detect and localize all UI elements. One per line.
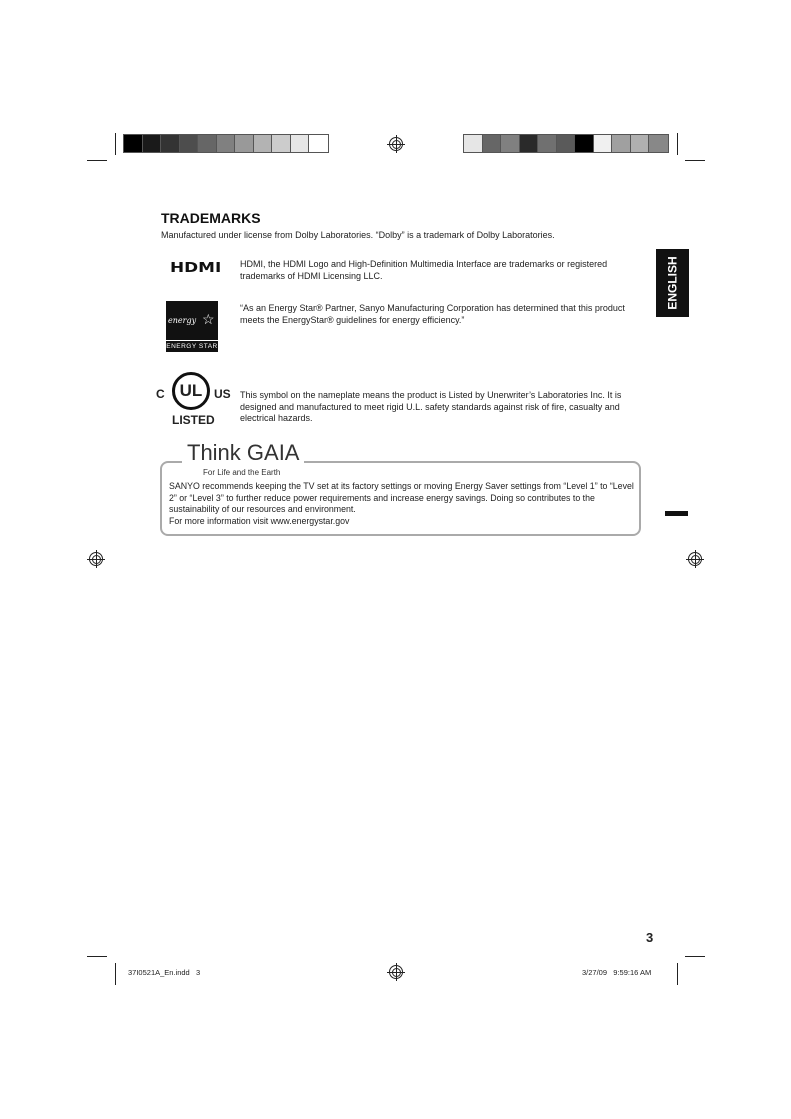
ul-text: This symbol on the nameplate means the product is Listed by Unerwriter’s Laboratories Inc. It is designed and manufactured to meet rigid U.L. safety standards against risk of fire, casualty and electrical hazards. [240, 390, 622, 423]
color-swatch [483, 135, 502, 152]
think-gaia-title: Think GAIA [182, 441, 304, 464]
color-swatch [464, 135, 483, 152]
crop-mark [87, 956, 107, 957]
crop-mark [677, 133, 678, 155]
ul-circle: UL [172, 372, 210, 410]
color-swatch [557, 135, 576, 152]
think-gaia-subtitle: For Life and the Earth [203, 468, 281, 477]
star-icon: ☆ [202, 311, 215, 327]
hdmi-text: HDMI, the HDMI Logo and High-Definition Multimedia Interface are trademarks or registered trademarks of HDMI Licensing LLC. [240, 259, 608, 281]
ul-listed-logo [156, 370, 232, 430]
color-swatch [612, 135, 631, 152]
gaia-body [169, 481, 634, 527]
gaia-body-text: SANYO recommends keeping the TV set at its factory settings or moving Energy Saver settings from “Level 1” to “Level 2” or “Level 3” to further reduce power requirements and increase energy savings. Doing so contributes to the sustainability of our resources and environment. [169, 481, 634, 514]
page-number: 3 [646, 930, 654, 945]
thumb-index-mark [665, 511, 688, 516]
dolby-notice: Manufactured under license from Dolby Laboratories. “Dolby” is a trademark of Dolby Laboratories. [161, 230, 555, 240]
color-swatch [161, 135, 180, 152]
energy-star-text: “As an Energy Star® Partner, Sanyo Manufacturing Corporation has determined that this product meets the EnergyStar® guidelines for energy efficiency.” [240, 303, 625, 325]
color-swatch [575, 135, 594, 152]
section-title: TRADEMARKS [161, 210, 261, 226]
color-swatch [594, 135, 613, 152]
language-tab-label: ENGLISH [665, 256, 680, 310]
crop-mark [677, 963, 678, 985]
crop-mark [685, 956, 705, 957]
language-tab [656, 249, 689, 317]
gaia-more-info: For more information visit www.energystar.gov [169, 515, 350, 526]
color-calibration-bar-left [123, 134, 329, 153]
ul-listed: LISTED [172, 413, 215, 427]
energy-star-logo [166, 301, 218, 352]
hdmi-logo: HDMI [170, 261, 222, 276]
color-swatch [143, 135, 162, 152]
color-swatch [235, 135, 254, 152]
color-swatch [254, 135, 273, 152]
energy-star-script: energy [168, 316, 197, 325]
color-swatch [217, 135, 236, 152]
registration-mark-icon [688, 552, 702, 566]
ul-c: C [156, 387, 165, 401]
color-swatch [291, 135, 310, 152]
ul-us: US [214, 387, 231, 401]
color-swatch [309, 135, 328, 152]
footer-timestamp: 3/27/09 9:59:16 AM [582, 968, 652, 977]
crop-mark [115, 963, 116, 985]
crop-mark [115, 133, 116, 155]
color-swatch [501, 135, 520, 152]
color-swatch [198, 135, 217, 152]
color-swatch [272, 135, 291, 152]
color-swatch [538, 135, 557, 152]
color-swatch [631, 135, 650, 152]
registration-mark-icon [389, 137, 403, 151]
registration-mark-icon [89, 552, 103, 566]
color-swatch [180, 135, 199, 152]
registration-mark-icon [389, 965, 403, 979]
color-swatch [649, 135, 668, 152]
crop-mark [685, 160, 705, 161]
crop-mark [87, 160, 107, 161]
energy-star-label: ENERGY STAR [166, 340, 218, 351]
color-calibration-bar-right [463, 134, 669, 153]
color-swatch [520, 135, 539, 152]
color-swatch [124, 135, 143, 152]
footer-filename: 37I0521A_En.indd 3 [128, 968, 201, 977]
